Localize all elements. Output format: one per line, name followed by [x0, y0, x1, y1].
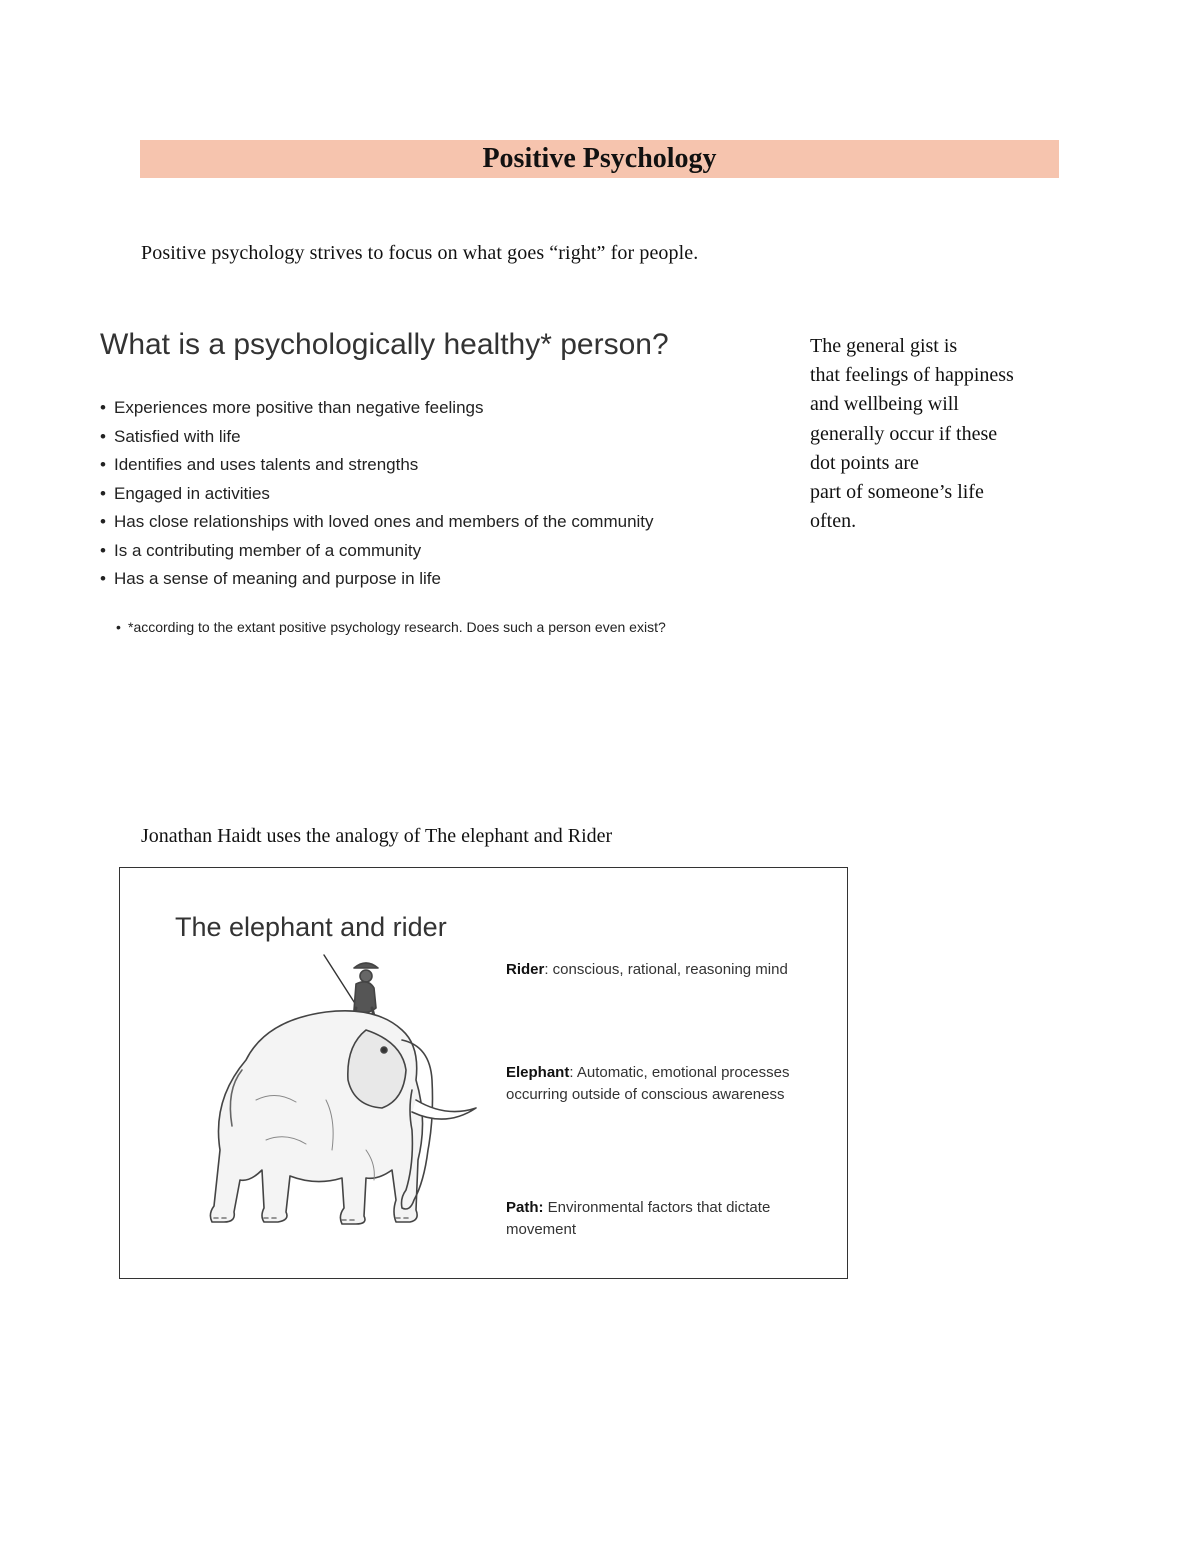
definition-term: Path:: [506, 1199, 544, 1216]
bullet-item: • Experiences more positive than negative feelings: [100, 394, 654, 423]
path-definition: [506, 1197, 826, 1241]
intro-paragraph: Positive psychology strives to focus on what goes “right” for people.: [141, 242, 699, 264]
bullet-item: • Satisfied with life: [100, 423, 654, 452]
side-note-line: generally occur if these: [810, 422, 998, 445]
analogy-paragraph: Jonathan Haidt uses the analogy of The elephant and Rider: [141, 825, 613, 847]
slide-footnote: [116, 619, 728, 636]
side-note-line: often.: [810, 510, 857, 533]
side-note-line: part of someone’s life: [810, 481, 984, 504]
healthy-person-slide: [100, 322, 780, 662]
bullet-item: • Engaged in activities: [100, 480, 654, 509]
elephant-rider-slide: [119, 867, 848, 1279]
rider-definition: [506, 959, 826, 981]
side-note-line: dot points are: [810, 451, 919, 474]
definition-term: Rider: [506, 961, 545, 978]
slide-heading: The elephant and rider: [175, 912, 447, 942]
bullet-item: • Has close relationships with loved ones and members of the community: [100, 508, 654, 537]
side-note-line: that feelings of happiness: [810, 364, 1014, 387]
side-note-line: The general gist is: [810, 335, 958, 357]
definition-term: Elephant: [506, 1064, 570, 1081]
elephant-rider-illustration: [206, 950, 486, 1240]
bullet-dot-icon: •: [116, 619, 121, 635]
bullet-item: • Is a contributing member of a community: [100, 537, 654, 566]
page-title: Positive Psychology: [482, 143, 717, 174]
side-note: [810, 332, 1070, 536]
bullet-item: • Has a sense of meaning and purpose in life: [100, 565, 654, 594]
definition-text: Environmental factors that dictate movement: [506, 1199, 771, 1238]
slide-heading: What is a psychologically healthy* person?: [100, 328, 669, 361]
elephant-definition: [506, 1062, 826, 1106]
definition-text: : conscious, rational, reasoning mind: [544, 961, 788, 978]
bullet-list: [100, 394, 654, 594]
definition-text: : Automatic, emotional processes occurring outside of conscious awareness: [506, 1064, 790, 1103]
side-note-line: and wellbeing will: [810, 393, 959, 416]
footnote-text: *according to the extant positive psychology research. Does such a person even exist?: [128, 619, 666, 635]
bullet-item: • Identifies and uses talents and strengths: [100, 451, 654, 480]
title-banner: [140, 140, 1059, 178]
